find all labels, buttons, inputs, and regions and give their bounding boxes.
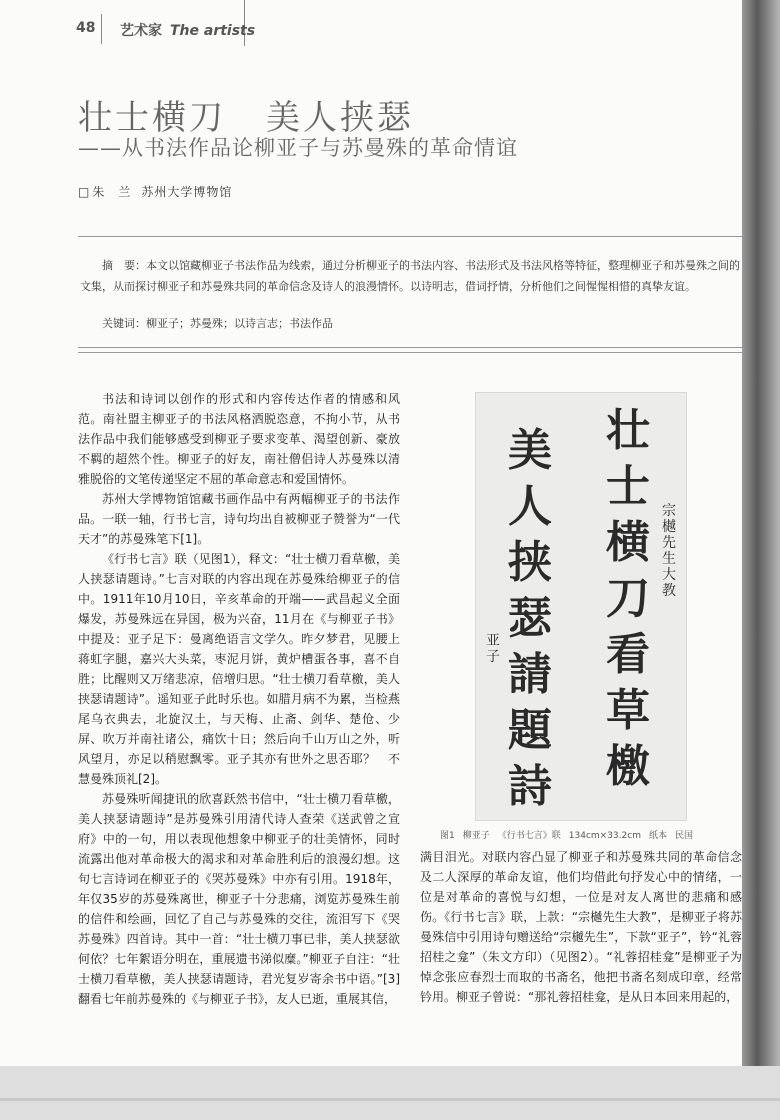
keywords: 关键词：柳亚子；苏曼殊；以诗言志；书法作品 xyxy=(102,317,333,330)
article-subtitle: ——从书法作品论柳亚子与苏曼殊的革命情谊 xyxy=(78,136,518,160)
abstract-top-rule xyxy=(78,236,742,237)
body-paragraph: 书法和诗词以创作的形式和内容传达作者的情感和风范。南社盟主柳亚子的书法风格洒脱恣意，不拘小节，从书法作品中我们能够感受到柳亚子要求变革、渴望创新、豪放不羁的超然个性。柳亚子的好友，南社僧侣诗人苏曼殊以清雅脱俗的文笔传递坚定不屈的革命意志和爱国情怀。 xyxy=(78,392,400,486)
couplet-char: 題 xyxy=(508,705,552,756)
body-paragraph: 苏曼殊听闻捷讯的欣喜跃然书信中，“壮士横刀看草檄，美人挟瑟请题诗”是苏曼殊引用清代诗人查荣《送武曾之宣府》中的一句，用以表现他想象中柳亚子的壮美情怀，同时流露出他对革命极大的渴求和对革命胜利后的浪漫幻想。这句七言诗词在柳亚子的《哭苏曼殊》中亦有引用。1918年，年仅35岁的苏曼殊离世，柳亚子十分悲痛，浏览苏曼殊生前的信件和绘画，回忆了自己与苏曼殊的交往，流泪写下《哭苏曼殊》四首诗。其中一首：“壮士横刀事已非，美人挟瑟欲何依？七年絮语分明在，重展遗书涕似糜。”柳亚子自注：“壮士横刀看草檄，美人挟瑟请题诗，君光复岁寄余书中语。”[3]翻看七年前苏曼殊的《与柳亚子书》，友人已逝，重展其信， xyxy=(78,792,400,1006)
couplet-char: 横 xyxy=(606,517,650,568)
inscription-char: 教 xyxy=(662,583,676,600)
couplet-char: 士 xyxy=(606,461,650,512)
couplet-char: 檄 xyxy=(606,741,650,792)
caption-medium: 纸本 xyxy=(648,831,667,841)
body-left-column xyxy=(78,389,400,1009)
inscription-char: 樾 xyxy=(662,519,676,536)
page-number: 48 xyxy=(76,20,96,36)
author-box: □ xyxy=(78,185,91,199)
abstract-bottom-rule-2 xyxy=(78,352,742,353)
author-affiliation: 苏州大学博物馆 xyxy=(141,185,233,199)
inscription-char: 大 xyxy=(662,567,676,584)
title-left: 壮士横刀 xyxy=(78,98,226,138)
couplet-signature xyxy=(486,633,500,665)
running-title-cn: 艺术家 xyxy=(120,23,162,39)
caption-size: 134cm×33.2cm xyxy=(568,831,641,841)
figure-caption xyxy=(440,828,701,841)
couplet-char: 草 xyxy=(606,685,650,736)
page-binding-edge xyxy=(742,0,780,1066)
author-line xyxy=(78,183,242,200)
body-right-column xyxy=(420,847,742,1007)
body-paragraph: 《行书七言》联（见图1），释文：“壮士横刀看草檄，美人挟瑟请题诗。”七言对联的内容出现在苏曼殊给柳亚子的信中。1911年10月10日，辛亥革命的开端——武昌起义全面爆发，苏曼殊远在异国，极为兴奋，11月在《与柳亚子书》中提及：亚子足下：曼离绝语言文学久。昨夕梦君，见腰上蒋虹字腿，嘉兴大头菜，枣泥月饼，黄炉槽蛋各事，喜不自胜；比醒则又万绪悲凉，倍增归思。“壮士横刀看草檄，美人挟瑟请题诗”。遥知亚子此时乐也。如腊月病不为累，当检燕尾乌衣典去，北旋汉土，与天梅、止斋、剑华、楚伧、少屏、吹万并南社诸公，痛饮十日；然后向千山万山之外，听风望月，亦足以稍慰飘零。亚子其亦有世外之思否耶？ 不慧曼殊顶礼[2]。 xyxy=(78,552,400,786)
caption-label: 图1 xyxy=(440,831,455,841)
couplet-char: 請 xyxy=(508,649,552,700)
couplet-char: 人 xyxy=(508,481,552,532)
body-paragraph: 苏州大学博物馆馆藏书画作品中有两幅柳亚子的书法作品。一联一轴，行书七言，诗句均出自被柳亚子赞誉为“一代天才”的苏曼殊笔下[1]。 xyxy=(78,492,400,546)
abstract-bottom-rule xyxy=(78,347,742,348)
running-title-en: The artists xyxy=(170,23,256,39)
scan-margin xyxy=(0,1066,780,1120)
signature-char: 亚 xyxy=(486,633,500,649)
abstract-text: 摘 要：本文以馆藏柳亚子书法作品为线索，通过分析柳亚子的书法内容、书法形式及书法风格等特征，整理柳亚子和苏曼殊之间的文集，从而探讨柳亚子和苏曼殊共同的革命信念及诗人的浪漫情怀。以诗明志，借词抒情，分析他们之间惺惺相惜的真挚友谊。 xyxy=(80,259,740,293)
title-right: 美人挟瑟 xyxy=(266,98,414,138)
calligraphy-figure xyxy=(475,392,687,821)
couplet-char: 壮 xyxy=(606,405,650,456)
signature-char: 子 xyxy=(486,649,500,666)
couplet-char: 瑟 xyxy=(508,593,552,644)
couplet-left-column xyxy=(508,425,552,821)
couplet-char: 美 xyxy=(508,425,552,476)
couplet-char: 刀 xyxy=(606,573,650,624)
body-paragraph: 满目泪光。对联内容凸显了柳亚子和苏曼殊共同的革命信念及二人深厚的革命友谊，他们均借此句抒发心中的情绪，一位是对革命的喜悦与幻想，一位是对友人离世的悲痛和感伤。《行书七言》联，上款：“宗樾先生大教”，是柳亚子将苏曼殊信中引用诗句赠送给“宗樾先生”，下款“亚子”，钤“礼蓉招桂之龛”（朱文方印）（见图2）。“礼蓉招桂龛”是柳亚子为悼念张应春烈士而取的书斋名，他把书斋名刻成印章，经常钤用。柳亚子曾说：“那礼蓉招桂龛，是从日本回来用起的， xyxy=(420,850,742,1004)
caption-period: 民国 xyxy=(674,831,693,841)
caption-author: 柳亚子 xyxy=(462,831,490,841)
inscription-char: 先 xyxy=(662,535,676,552)
abstract xyxy=(80,255,740,297)
couplet-right-column xyxy=(606,405,650,801)
couplet-char: 詩 xyxy=(508,761,552,812)
inscription-char: 生 xyxy=(662,551,676,568)
couplet-char: 挟 xyxy=(508,537,552,588)
couplet-char: 看 xyxy=(606,629,650,680)
header-divider xyxy=(101,14,102,44)
running-title xyxy=(120,20,255,40)
author-name: 朱 兰 xyxy=(92,185,132,199)
caption-title: 《行书七言》联 xyxy=(497,831,561,841)
scan-margin-line xyxy=(0,1098,780,1101)
couplet-inscription xyxy=(662,503,676,600)
inscription-char: 宗 xyxy=(662,503,676,519)
